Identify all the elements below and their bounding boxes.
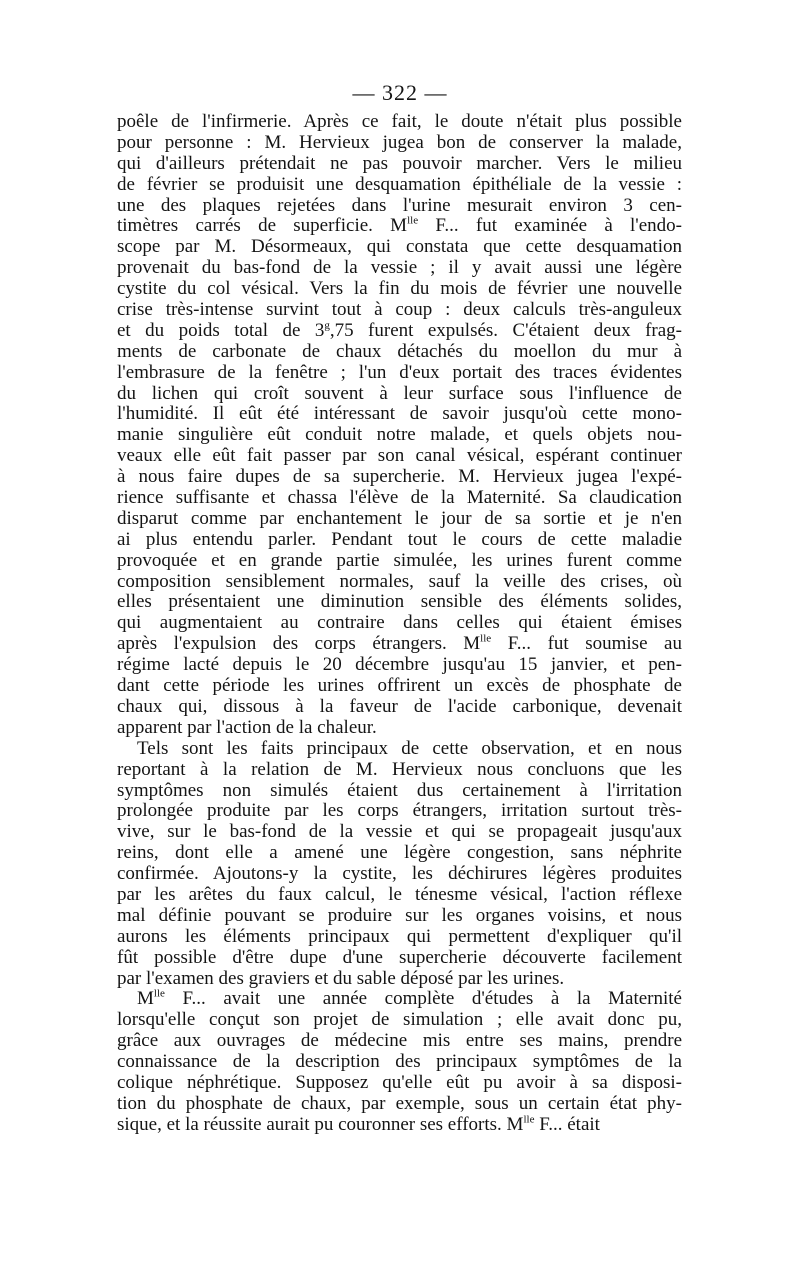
text-line: mal définie pouvant se produire sur les organes voisins, et nous: [117, 905, 682, 926]
text-line: après l'expulsion des corps étrangers. $M^{lle}$ F... fut soumise au: [117, 634, 682, 655]
text-line: aurons les éléments principaux qui permettent d'expliquer qu'il: [117, 926, 682, 947]
text-line: vive, sur le bas-fond de la vessie et qui se propageait jusqu'aux: [117, 822, 682, 843]
text-line: rience suffisante et chassa l'élève de la Maternité. Sa claudication: [117, 488, 682, 509]
text-line: prolongée produite par les corps étrangers, irritation surtout très-: [117, 801, 682, 822]
text-line: provoquée et en grande partie simulée, les urines furent comme: [117, 550, 682, 571]
text-line: reportant à la relation de M. Hervieux nous concluons que les: [117, 759, 682, 780]
text-line: confirmée. Ajoutons-y la cystite, les déchirures légères produites: [117, 864, 682, 885]
text-line: symptômes non simulés étaient dus certainement à l'irritation: [117, 780, 682, 801]
text-line: ments de carbonate de chaux détachés du moellon du mur à: [117, 341, 682, 362]
text-line: du lichen qui croît souvent à leur surface sous l'influence de: [117, 383, 682, 404]
text-line: ai plus entendu parler. Pendant tout le cours de cette maladie: [117, 529, 682, 550]
text-line: reins, dont elle a amené une légère congestion, sans néphrite: [117, 843, 682, 864]
text-line: pour personne : M. Hervieux jugea bon de conserver la malade,: [117, 132, 682, 153]
text-line: qui d'ailleurs prétendait ne pas pouvoir marcher. Vers le milieu: [117, 153, 682, 174]
text-line: apparent par l'action de la chaleur.: [117, 717, 377, 738]
text-line: à nous faire dupes de sa supercherie. M. Hervieux jugea l'expé-: [117, 467, 682, 488]
text-line: fût possible d'être dupe d'une supercherie découverte facilement: [117, 947, 682, 968]
text-line: veaux elle eût fait passer par son canal vésical, espérant continuer: [117, 446, 682, 467]
text-line: l'embrasure de la fenêtre ; l'un d'eux portait des traces évidentes: [117, 362, 682, 383]
text-line: composition sensiblement normales, sauf la veille des crises, où: [117, 571, 682, 592]
text-line: de février se produisit une desquamation épithéliale de la vessie :: [117, 174, 682, 195]
text-line: $M^{lle}$ F... avait une année complète d'études à la Maternité: [137, 989, 682, 1010]
text-line: scope par M. Désormeaux, qui constata que cette desquamation: [117, 237, 682, 258]
paragraph-three: [117, 989, 682, 1135]
body-text: [117, 112, 682, 1136]
text-line: une des plaques rejetées dans l'urine mesurait environ 3 cen-: [117, 195, 682, 216]
text-line: manie singulière eût conduit notre malade, et quels objets nou-: [117, 425, 682, 446]
text-line: sique, et la réussite aurait pu couronner ses efforts. $M^{lle}$ F... était: [117, 1114, 600, 1135]
text-line: provenait du bas-fond de la vessie ; il y avait aussi une légère: [117, 258, 682, 279]
text-line: dant cette période les urines offrirent un excès de phosphate de: [117, 676, 682, 697]
text-line: lorsqu'elle conçut son projet de simulation ; elle avait donc pu,: [117, 1010, 682, 1031]
text-line: connaissance de la description des principaux symptômes de la: [117, 1052, 682, 1073]
text-line: chaux qui, dissous à la faveur de l'acide carbonique, devenait: [117, 696, 682, 717]
text-line: qui augmentaient au contraire dans celles qui étaient émises: [117, 613, 682, 634]
paragraph-two: [117, 739, 682, 990]
text-line: timètres carrés de superficie. $M^{lle}$ F... fut examinée à l'endo-: [117, 216, 682, 237]
text-line: disparut comme par enchantement le jour de sa sortie et je n'en: [117, 508, 682, 529]
text-line: et du poids total de 3$^g$,75 furent expulsés. C'étaient deux frag-: [117, 320, 682, 341]
text-line: colique néphrétique. Supposez qu'elle eût pu avoir à sa disposi-: [117, 1072, 682, 1093]
text-line: cystite du col vésical. Vers la fin du mois de février une nouvelle: [117, 279, 682, 300]
text-line: par l'examen des graviers et du sable déposé par les urines.: [117, 968, 565, 989]
text-line: grâce aux ouvrages de médecine mis entre ses mains, prendre: [117, 1031, 682, 1052]
text-line: régime lacté depuis le 20 décembre jusqu'au 15 janvier, et pen-: [117, 655, 682, 676]
text-line: poêle de l'infirmerie. Après ce fait, le doute n'était plus possible: [117, 112, 682, 132]
text-line: crise très-intense survint tout à coup : deux calculs très-anguleux: [117, 300, 682, 321]
paragraph-one: [117, 112, 682, 739]
text-line: elles présentaient une diminution sensible des éléments solides,: [117, 592, 682, 613]
text-line: tion du phosphate de chaux, par exemple, sous un certain état phy-: [117, 1093, 682, 1114]
text-line: Tels sont les faits principaux de cette observation, et en nous: [137, 738, 682, 759]
text-line: l'humidité. Il eût été intéressant de savoir jusqu'où cette mono-: [117, 404, 682, 425]
text-line: par les arêtes du faux calcul, le ténesme vésical, l'action réflexe: [117, 884, 682, 905]
page-number: — 322 —: [352, 80, 448, 105]
